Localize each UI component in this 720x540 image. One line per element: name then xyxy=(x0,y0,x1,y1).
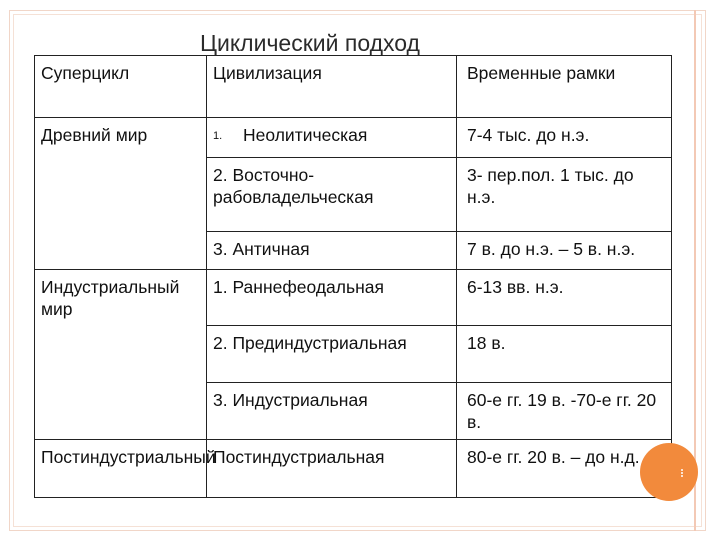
cell-civilization xyxy=(207,118,457,158)
cell-civilization: Постиндустриальная xyxy=(207,440,457,498)
cell-time: 6-13 вв. н.э. xyxy=(457,270,672,326)
cell-time: 60-е гг. 19 в. -70-е гг. 20 в. xyxy=(457,383,672,440)
list-number: 1. xyxy=(213,130,223,143)
periodization-table xyxy=(34,55,672,498)
cell-civilization: 3. Античная xyxy=(207,232,457,270)
cell-civilization: 1. Раннефеодальная xyxy=(207,270,457,326)
cell-time: 7 в. до н.э. – 5 в. н.э. xyxy=(457,232,672,270)
table-row xyxy=(35,270,672,326)
cell-time: 18 в. xyxy=(457,326,672,383)
cell-time: 3- пер.пол. 1 тыс. до н.э. xyxy=(457,158,672,232)
cell-supercycle-industrial: Индустриальный мир xyxy=(35,270,207,440)
header-supercycle: Суперцикл xyxy=(35,56,207,118)
header-civilization: Цивилизация xyxy=(207,56,457,118)
civilization-name: Неолитическая xyxy=(243,125,368,145)
decorative-orange-circle xyxy=(640,443,698,501)
cell-time: 7-4 тыс. до н.э. xyxy=(457,118,672,158)
cell-supercycle-ancient: Древний мир xyxy=(35,118,207,270)
header-time-frame: Временные рамки xyxy=(457,56,672,118)
cell-supercycle-postindustrial: Постиндустриальный xyxy=(35,440,207,498)
cell-time: 80-е гг. 20 в. – до н.д. xyxy=(457,440,672,498)
cell-civilization: 2. Восточно-рабовладельческая xyxy=(207,158,457,232)
decorative-side-line xyxy=(694,10,696,531)
decorative-dots-icon xyxy=(677,468,687,478)
cell-civilization: 3. Индустриальная xyxy=(207,383,457,440)
table-row xyxy=(35,440,672,498)
cell-civilization: 2. Прединдустриальная xyxy=(207,326,457,383)
slide-title: Циклический подход xyxy=(200,30,420,56)
table-row xyxy=(35,118,672,158)
table-header-row xyxy=(35,56,672,118)
